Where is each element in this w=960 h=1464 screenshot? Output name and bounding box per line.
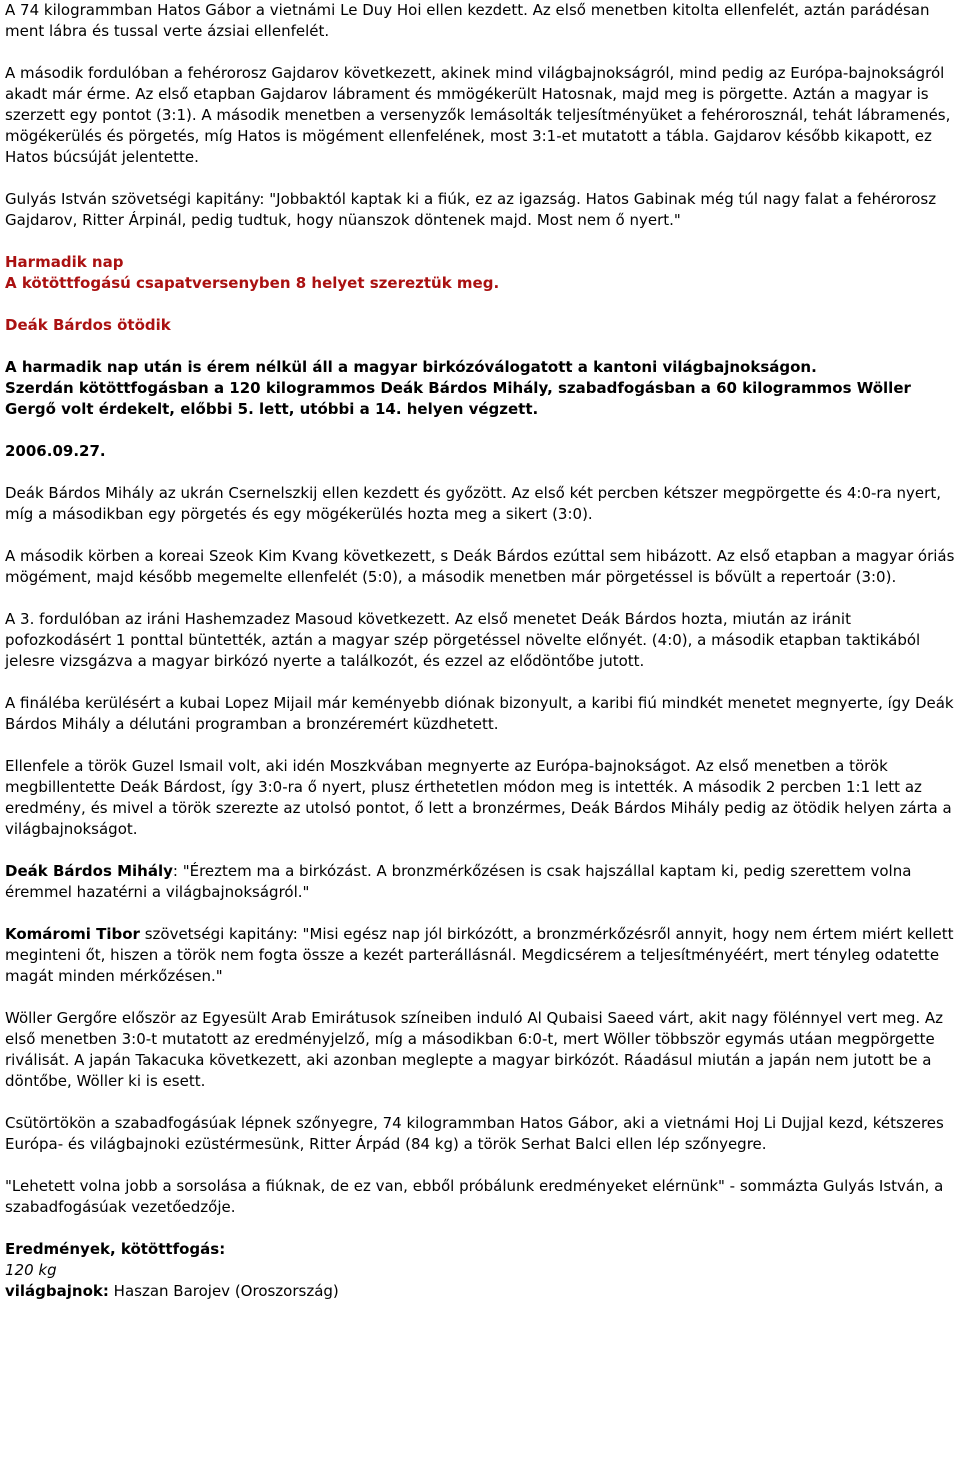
results-block (5, 1239, 958, 1302)
lead-line: Szerdán kötöttfogásban a 120 kilogrammos Deák Bárdos Mihály, szabadfogásban a 60 kilogrammos Wöller Gergő volt érdekelt, előbbi 5. lett, utóbbi a 14. helyen végzett. (5, 379, 911, 418)
champion-name: Haszan Barojev (Oroszország) (108, 1282, 339, 1300)
paragraph: A második körben a koreai Szeok Kim Kvang következett, s Deák Bárdos ezúttal sem hibázott. Az első etapban a magyar óriás mögément, majd később megemelte ellenfelét (5:0), a második menetben már pörgetéssel is bővült a repertoár (3:0). (5, 547, 955, 586)
lead-paragraph (5, 357, 958, 420)
paragraph: Wöller Gergőre először az Egyesült Arab Emirátusok színeiben induló Al Qubaisi Saeed várt, akit nagy fölénnyel vert meg. Az első menetben 3:0-t mutatott az eredményjelző, míg a másodikban 6:0-t, mert Wöller többször egymás utáan megpörgette riválisát. A japán Takacuka következett, aki azonban meglepte a magyar birkózót. Ráadásul miután a japán nem jutott be a döntőbe, Wöller ki is esett. (5, 1009, 944, 1090)
section-heading: Deák Bárdos ötödik (5, 316, 171, 334)
quote-text: : "Éreztem ma a birkózást. A bronzmérkőzésen is csak hajszállal kaptam ki, pedig szerettem volna éremmel hazatérni a világbajnokságról." (5, 862, 912, 901)
paragraph: "Lehetett volna jobb a sorsolása a fiúknak, de ez van, ebből próbálunk eredményeket elérnünk" - sommázta Gulyás István, a szabadfogásúak vezetőedzője. (5, 1177, 944, 1216)
paragraph: Ellenfele a török Guzel Ismail volt, aki idén Moszkvában megnyerte az Európa-bajnokságot. Az első menetben a török megbillentette Deák Bárdost, így 3:0-ra ő nyert, plusz érthetetlen módon meg is intették. A második 2 percben 1:1 lett az eredmény, és mivel a török szerezte az utolsó pontot, ő lett a bronzérmes, Deák Bárdos Mihály pedig az ötödik helyen zárta a világbajnokságot. (5, 757, 952, 838)
paragraph: Deák Bárdos Mihály az ukrán Csernelszkij ellen kezdett és győzött. Az első két percben kétszer megpörgette és 4:0-ra nyert, míg a másodikban egy pörgetés és egy mögékerülés hozta meg a sikert (3:0). (5, 484, 941, 523)
paragraph: A 74 kilogrammban Hatos Gábor a vietnámi Le Duy Hoi ellen kezdett. Az első menetben kitolta ellenfelét, aztán parádésan ment lábra és tussal verte ázsiai ellenfelét. (5, 1, 930, 40)
quote-paragraph (5, 924, 958, 987)
quote-speaker: Deák Bárdos Mihály (5, 862, 173, 880)
section-day: Harmadik nap (5, 253, 124, 271)
article-date: 2006.09.27. (5, 442, 106, 460)
results-weight: 120 kg (5, 1261, 57, 1279)
quote-paragraph (5, 861, 958, 903)
paragraph: Csütörtökön a szabadfogásúak lépnek szőnyegre, 74 kilogrammban Hatos Gábor, aki a vietnámi Hoj Li Dujjal kezd, kétszeres Európa- és világbajnoki ezüstérmesünk, Ritter Árpád (84 kg) a török Serhat Balci ellen lép szőnyegre. (5, 1114, 944, 1153)
results-champion (5, 1281, 958, 1302)
section-subtitle: A kötöttfogású csapatversenyben 8 helyet szereztük meg. (5, 274, 500, 292)
champion-label: világbajnok: (5, 1282, 109, 1300)
paragraph: A második fordulóban a fehérorosz Gajdarov következett, akinek mind világbajnokságról, mind pedig az Európa-bajnokságról akadt már érme. Az első etapban Gajdarov lábrament és mmögékerült Hatosnak, majd meg is pörgette. Aztán a magyar is szerzett egy pontot (3:1). A második menetben a versenyzők lemásolták teljesítményüket a fehérorosznál, tehát lábramenés, mögékerülés és pörgetés, míg Hatos is mögément ellenfelének, most 3:1-et mutatott a tábla. Gajdarov később kikapott, ez Hatos búcsúját jelentette. (5, 64, 951, 166)
quote-text: szövetségi kapitány: "Misi egész nap jól birkózótt, a bronzmérkőzésről annyit, hogy nem értem miért kellett meginteni őt, hiszen a török nem fogta össze a kezét parterállásnál. Megdicsérem a teljesítményéért, mert tényleg odatette magát minden mérkőzésen." (5, 925, 954, 985)
paragraph: A 3. fordulóban az iráni Hashemzadez Masoud következett. Az első menetet Deák Bárdos hozta, miután az iránit pofozkodásért 1 ponttal büntették, aztán a magyar szép pörgetéssel növelte előnyét. (4:0), a második etapban taktikából jelesre vizsgázva a magyar birkózó nyerte a találkozót, és ezzel az elődöntőbe jutott. (5, 610, 921, 670)
paragraph: A fináléba kerülésért a kubai Lopez Mijail már keményebb diónak bizonyult, a karibi fiú mindkét menetet megnyerte, így Deák Bárdos Mihály a délutáni programban a bronzéremért küzdhetett. (5, 694, 954, 733)
results-heading: Eredmények, kötöttfogás: (5, 1240, 226, 1258)
quote-speaker: Komáromi Tibor (5, 925, 140, 943)
lead-line: A harmadik nap után is érem nélkül áll a magyar birkózóválogatott a kantoni világbajnokságon. (5, 358, 817, 376)
paragraph: Gulyás István szövetségi kapitány: "Jobbaktól kaptak ki a fiúk, ez az igazság. Hatos Gabinak még túl nagy falat a fehérorosz Gajdarov, Ritter Árpinál, pedig tudtuk, hogy nüanszok döntenek majd. Most nem ő nyert." (5, 190, 937, 229)
